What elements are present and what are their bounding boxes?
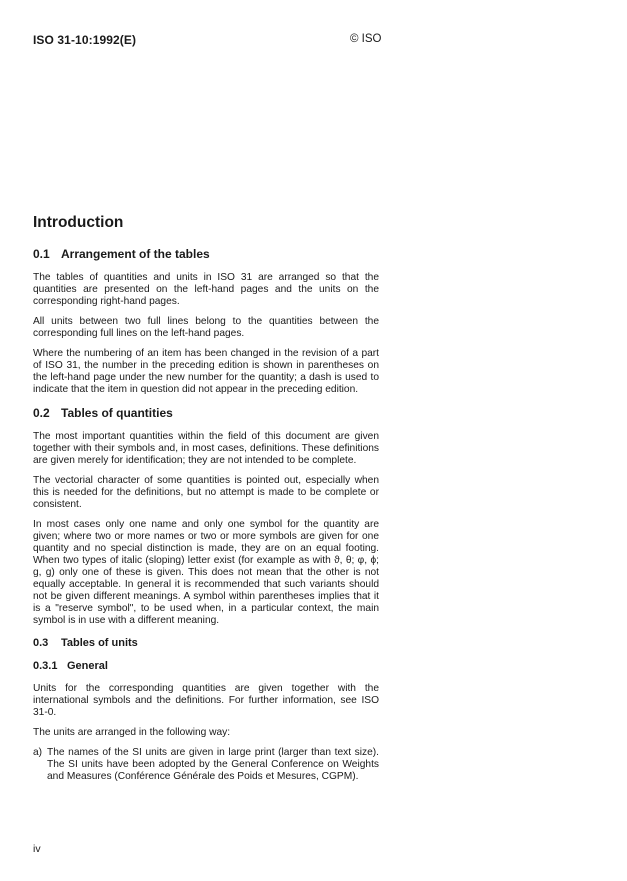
section-heading [33, 637, 379, 649]
subsection-title: General [67, 660, 108, 672]
section-0-1 [33, 247, 379, 396]
section-number: 0.2 [33, 406, 50, 420]
page-title: Introduction [33, 214, 124, 231]
subsection-heading [33, 660, 379, 672]
paragraph: The units are arranged in the following way: [33, 727, 231, 738]
main-content [33, 214, 379, 793]
section-number: 0.1 [33, 247, 50, 261]
paragraph: Units for the corresponding quantities are given together with the international symbols and the definitions. For further information, see ISO 31-0. [33, 683, 379, 718]
section-title: Tables of quantities [61, 406, 173, 420]
section-heading [33, 247, 379, 261]
paragraph: In most cases only one name and only one symbol for the quantity are given; where two or more names or two or more symbols are given for one quantity and no special distinction is made, they are on an equal footing. When two types of italic (sloping) letter exist (for example as with ϑ, θ; φ, ϕ; g, g) only one of these is given. This does not mean that the other is not equally acceptable. In general it is recommended that such variants should not be given different meanings. A symbol within parentheses implies that it is a "reserve symbol", to be used when, in a particular context, the main symbol is in use with a different meaning. [33, 519, 379, 626]
section-number: 0.3 [33, 637, 49, 649]
subsection-number: 0.3.1 [33, 660, 58, 672]
paragraph: The vectorial character of some quantities is pointed out, especially when this is needed for the definitions, but no attempt is made to be complete or consistent. [33, 475, 379, 510]
standard-number: ISO 31-10:1992(E) [33, 33, 137, 47]
copyright-mark: © ISO [350, 33, 382, 45]
page-number: iv [33, 843, 41, 855]
list-marker: a) [33, 747, 43, 758]
section-0-2 [33, 406, 379, 627]
list-text: The names of the SI units are given in large print (larger than text size). The SI units have been adopted by the General Conference on Weights and Measures (Conférence Générale des Poids et Mesures, CGPM). [47, 747, 379, 782]
paragraph: The tables of quantities and units in ISO 31 are arranged so that the quantities are presented on the left-hand pages and the units on the corresponding right-hand pages. [33, 272, 379, 307]
paragraph: The most important quantities within the field of this document are given together with their symbols and, in most cases, definitions. These definitions are given merely for identification; they are not intended to be complete. [33, 431, 379, 466]
section-title: Tables of units [61, 637, 138, 649]
section-heading [33, 406, 379, 420]
section-title: Arrangement of the tables [61, 247, 210, 261]
section-0-3 [33, 637, 379, 783]
paragraph: Where the numbering of an item has been changed in the revision of a part of ISO 31, the number in the preceding edition is shown in parentheses on the left-hand page under the new number for the quantity; a dash is used to indicate that the item in question did not appear in the preceding edition. [33, 348, 379, 395]
paragraph: All units between two full lines belong to the quantities between the corresponding full lines on the left-hand pages. [33, 316, 379, 339]
list-item [33, 747, 379, 783]
